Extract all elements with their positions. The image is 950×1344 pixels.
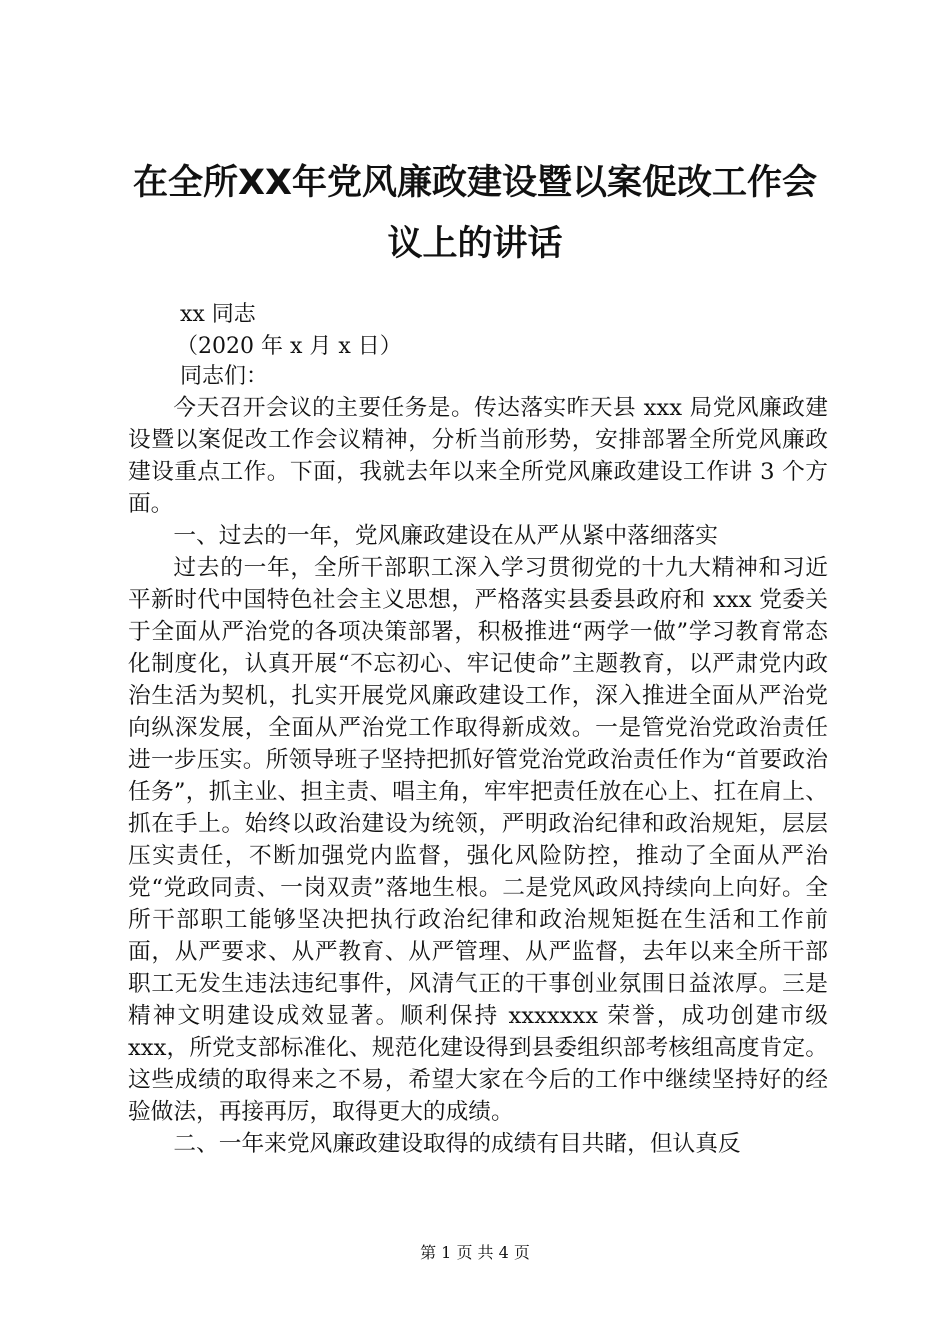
paragraph-review: 过去的一年，全所干部职工深入学习贯彻党的十九大精神和习近平新时代中国特色社会主义思想，严格落实县委县政府和 xxx 党委关于全面从严治党的各项决策部署，积极推进“两学一做”学习教育常态化制度化，认真开展“不忘初心、牢记使命”主题教育，以严肃党内政治生活为契机，扎实开展党风廉政建设工作，深入推进全面从严治党向纵深发展，全面从严治党工作取得新成效。一是管党治党政治责任进一步压实。所领导班子坚持把抓好管党治党政治责任作为“首要政治任务”，抓主业、担主责、唱主角，牢牢把责任放在心上、扛在肩上、抓在手上。始终以政治建设为统领，严明政治纪律和政治规矩，层层压实责任，不断加强党内监督，强化风险防控，推动了全面从严治党“党政同责、一岗双责”落地生根。二是党风政风持续向上向好。全所干部职工能够坚决把执行政治纪律和政治规矩挺在生活和工作前面，从严要求、从严教育、从严管理、从严监督，去年以来全所干部职工无发生违法违纪事件，风清气正的干事创业氛围日益浓厚。三是精神文明建设成效显著。顺利保持 xxxxxxx 荣誉，成功创建市级 xxx，所党支部标准化、规范化建设得到县委组织部考核组高度肯定。这些成绩的取得来之不易，希望大家在今后的工作中继续坚持好的经验做法，再接再厉，取得更大的成绩。 <box>128 555 828 1125</box>
section-heading-1: 一、过去的一年，党风廉政建设在从严从紧中落细落实 <box>173 523 718 549</box>
greeting: 同志们： <box>180 364 269 389</box>
speaker-name: xx 同志 <box>180 302 256 327</box>
document-title-line-2: 议上的讲话 <box>387 224 563 264</box>
document-body <box>128 392 828 1160</box>
document-title-line-1: 在全所XX年党风廉政建设暨以案促改工作会 <box>133 163 817 203</box>
page-footer: 第 1 页 共 4 页 <box>420 1243 530 1262</box>
section-heading-2: 二、一年来党风廉政建设取得的成绩有目共睹，但认真反 <box>173 1131 741 1157</box>
paragraph-intro: 今天召开会议的主要任务是。传达落实昨天县 xxx 局党风廉政建设暨以案促改工作会议精神，分析当前形势，安排部署全所党风廉政建设重点工作。下面，我就去年以来全所党风廉政建设工作讲 3 个方面。 <box>128 395 828 517</box>
speech-date: （2020 年 x 月 x 日） <box>176 334 402 359</box>
